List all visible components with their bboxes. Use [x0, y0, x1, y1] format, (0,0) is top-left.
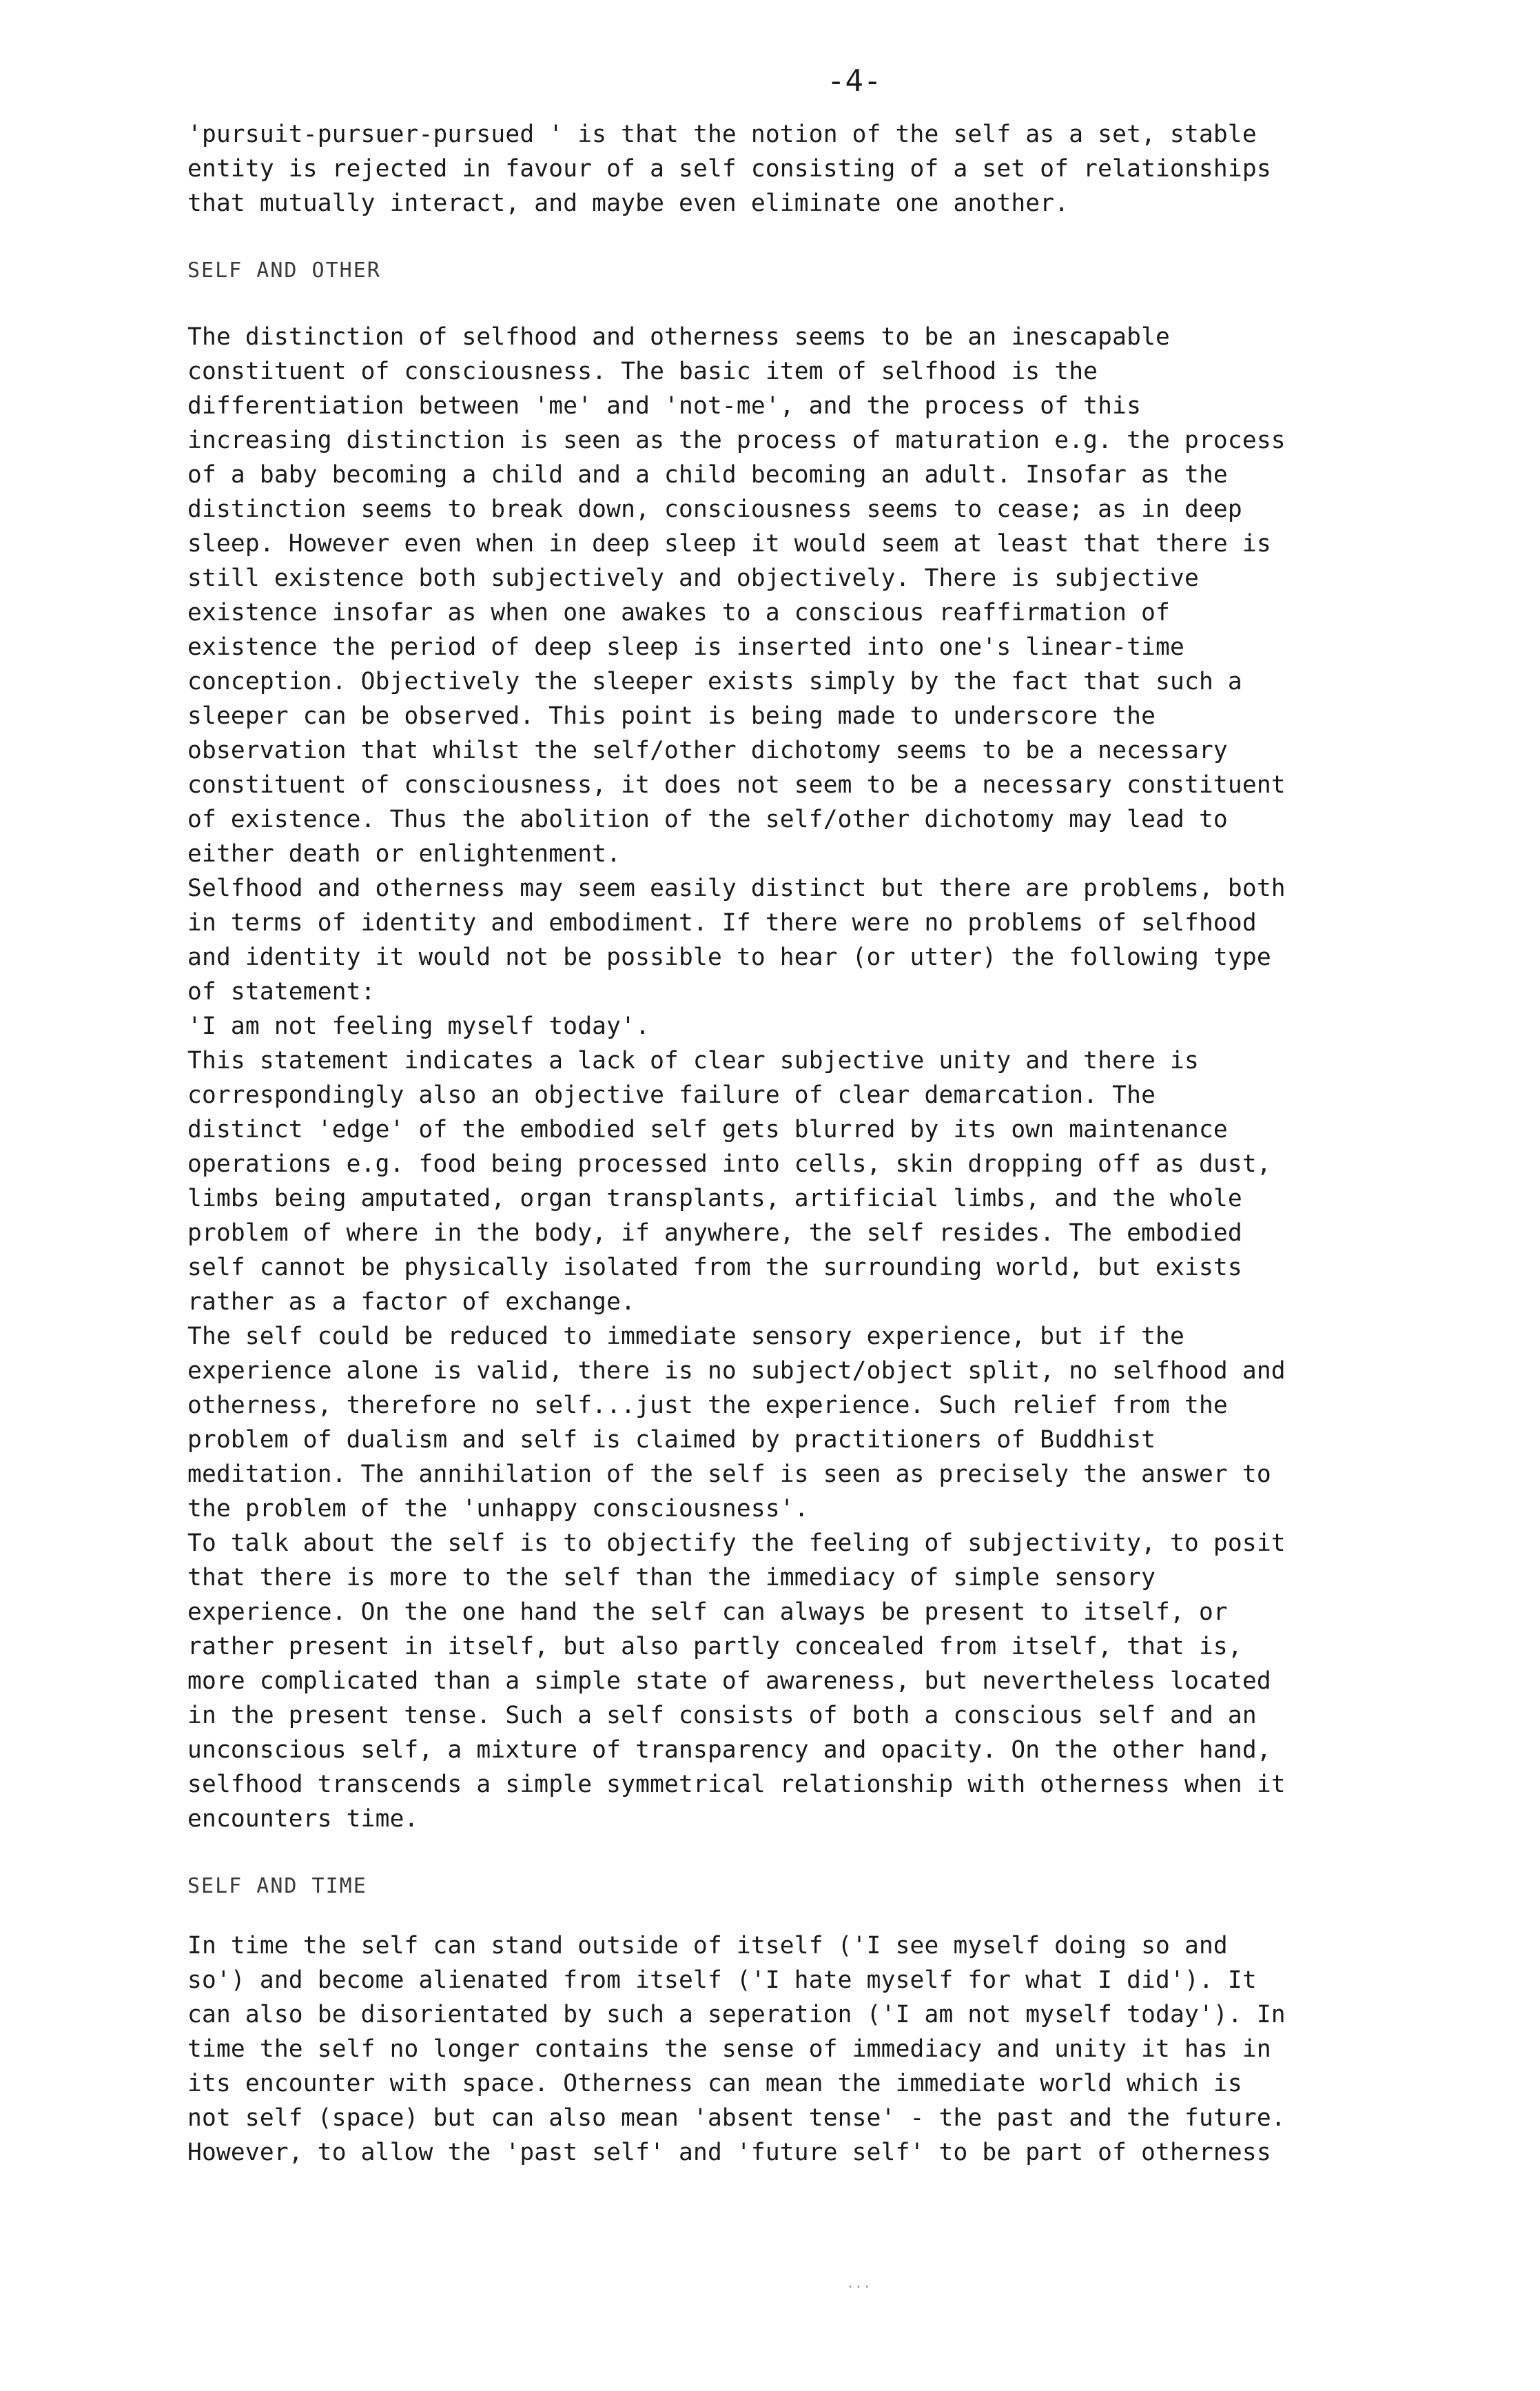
paragraph-distinction: The distinction of selfhood and otherness seems to be an inescapable constituent of consciousness. The basic item of selfhood is the differentiation between 'me' and 'not-me', and the process of this increasing distinction is seen as the process of maturation e.g. the process of a baby becoming a child and a child becoming an adult. Insofar as the distinction seems to break down, consciousness seems to cease; as in deep sleep. However even when in deep sleep it would seem at least that there is still existence both subjectively and objectively. There is subjective existence insofar as when one awakes to a conscious reaffirmation of existence the period of deep sleep is inserted into one's linear-time conception. Objectively the sleeper exists simply by the fact that such a sleeper can be observed. This point is being made to underscore the observation that whilst the self/other dichotomy seems to be a necessary constituent of consciousness, it does not seem to be a necessary constituent of existence. Thus the abolition of the self/other dichotomy may lead to either death or enlightenment.: [187, 323, 1286, 868]
spacer: [187, 1836, 1483, 1869]
spacer: [187, 221, 1483, 254]
document-body: [187, 117, 1483, 2170]
paragraph-reduced: The self could be reduced to immediate sensory experience, but if the experience alone is valid, there is no subject/object split, no selfhood and otherness, therefore no self...just the experience. Such relief from the problem of dualism and self is claimed by practitioners of Buddhist meditation. The annihilation of the self is seen as precisely the answer to the problem of the 'unhappy consciousness'.: [187, 1323, 1286, 1523]
paragraph-statement: This statement indicates a lack of clear subjective unity and there is correspondingly also an objective failure of clear demarcation. The distinct 'edge' of the embodied self gets blurred by its own maintenance operations e.g. food being processed into cells, skin dropping off as dust, limbs being amputated, organ transplants, artificial limbs, and the whole problem of where in the body, if anywhere, the self resides. The embodied self cannot be physically isolated from the surrounding world, but exists rather as a factor of exchange.: [187, 1047, 1271, 1316]
page-number: -4-: [827, 63, 882, 99]
spacer: [187, 1904, 1483, 1929]
paragraph-intro: 'pursuit-pursuer-pursued ' is that the notion of the self as a set, stable entity is rejected in favour of a self consisting of a set of relationships that mutually interact, and maybe even eliminate one another.: [187, 121, 1271, 217]
paragraph-time: In time the self can stand outside of itself ('I see myself doing so and so') and become alienated from itself ('I hate myself for what I did'). It can also be disorientated by such a seperation ('I am not myself today'). In time the self no longer contains the sense of immediacy and unity it has in its encounter with space. Otherness can mean the immediate world which is not self (space) but can also mean 'absent tense' - the past and the future. However, to allow the 'past self' and 'future self' to be part of otherness: [187, 1932, 1286, 2166]
quoted-statement: 'I am not feeling myself today'.: [187, 1013, 650, 1040]
spacer: [187, 288, 1483, 320]
bottom-mark: ...: [846, 2275, 872, 2291]
section-heading-self-and-time: SELF AND TIME: [187, 1874, 367, 1898]
paragraph-problems: Selfhood and otherness may seem easily distinct but there are problems, both in terms of identity and embodiment. If there were no problems of selfhood and identity it would not be possible to hear (or utter) the following type of statement:: [187, 875, 1286, 1006]
section-heading-self-and-other: SELF AND OTHER: [187, 258, 381, 283]
paragraph-objectify: To talk about the self is to objectify the feeling of subjectivity, to posit that there is more to the self than the immediacy of simple sensory experience. On the one hand the self can always be present to itself, or rather present in itself, but also partly concealed from itself, that is, more complicated than a simple state of awareness, but nevertheless located in the present tense. Such a self consists of both a conscious self and an unconscious self, a mixture of transparency and opacity. On the other hand, selfhood transcends a simple symmetrical relationship with otherness when it encounters time.: [187, 1529, 1286, 1833]
